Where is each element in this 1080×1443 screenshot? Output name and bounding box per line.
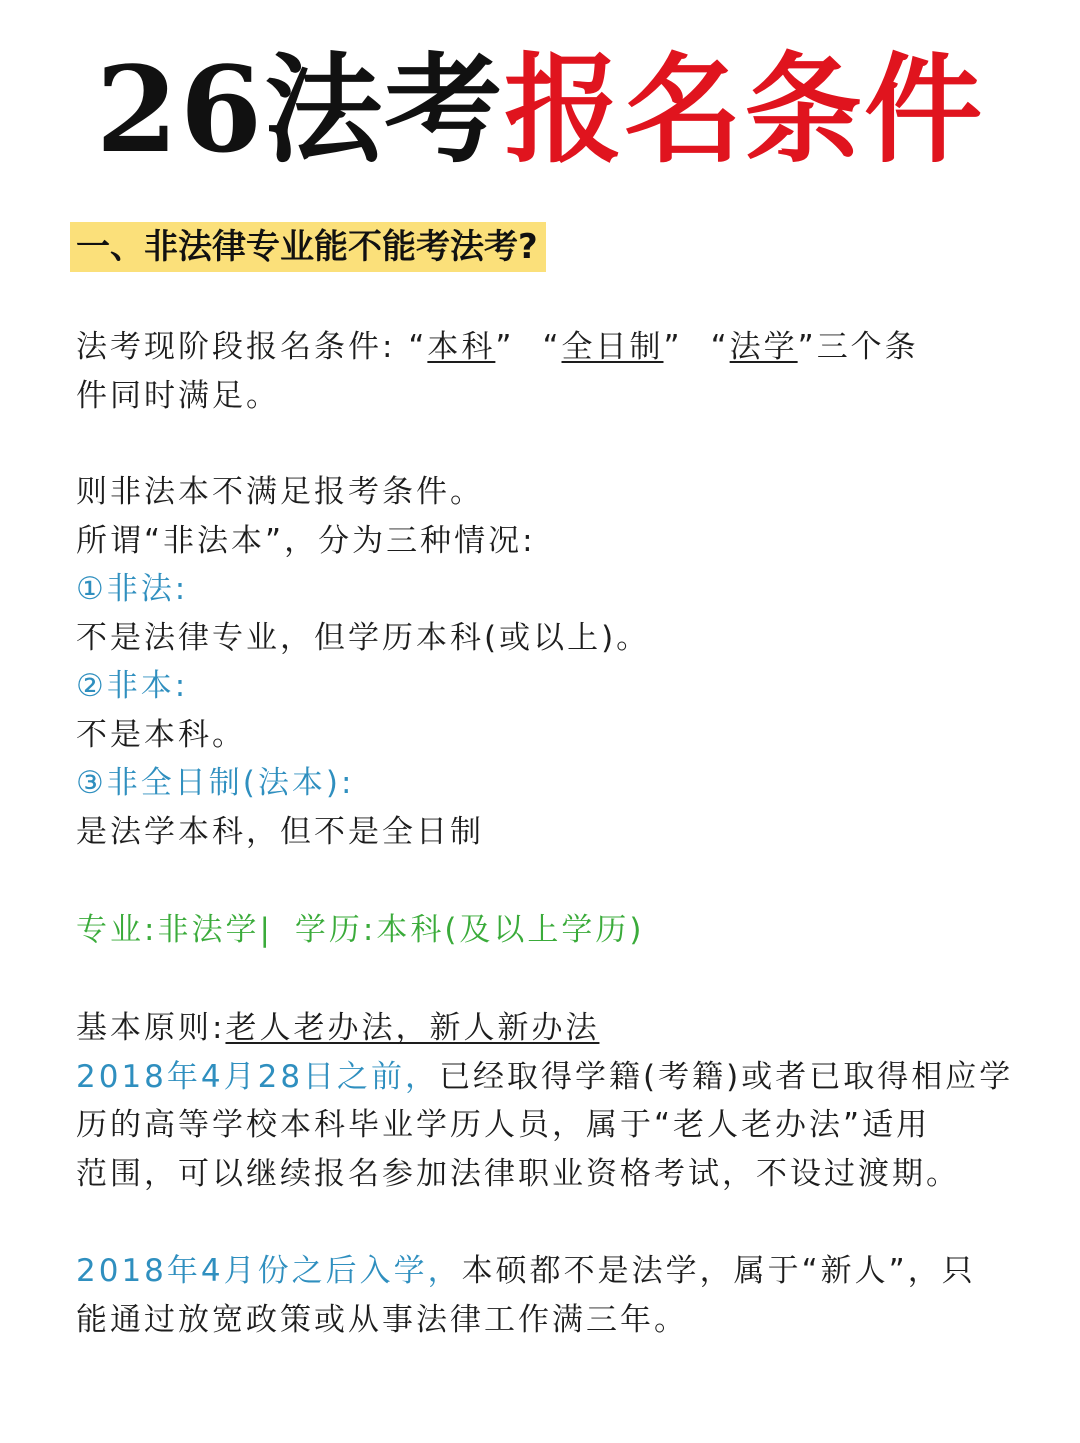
quote-mark: “ [542,329,562,365]
cases-block [76,468,1016,856]
summary-degree: 学历:本科(及以上学历) [294,912,645,948]
quote-mark: ” [495,329,515,365]
new-rule-date: 2018年4月份之后入学， [76,1253,462,1289]
condition-bachelor: 本科 [427,329,496,365]
principle-line [76,1004,1016,1053]
quote-mark: ” [663,329,683,365]
case-2-label: ②非本: [76,668,189,704]
case-1-label: ①非法: [76,571,189,607]
conditions-lead: 法考现阶段报名条件: [76,329,409,365]
section-heading: 一、非法律专业能不能考法考? [70,222,546,272]
new-rule-block [76,1247,1016,1344]
condition-full-time: 全日制 [561,329,664,365]
title-part-1: 26法考 [95,40,505,179]
title-part-2: 报名条件 [504,40,985,179]
quote-mark: “ [710,329,730,365]
not-eligible-text: 则非法本不满足报考条件。 [76,474,484,510]
conditions-line-1 [76,323,1016,372]
conditions-paragraph [76,323,1016,420]
case-2-desc: 不是本科。 [76,716,246,753]
summary-major: 专业:非法学| [76,912,273,948]
case-3-label: ③非全日制(法本): [76,765,355,801]
conditions-tail: 三个条 [816,329,919,365]
old-rule-line-1 [76,1053,1016,1102]
summary-line [76,906,1016,955]
condition-law: 法学 [729,329,798,365]
quote-mark: ” [797,329,817,365]
page-title [0,40,1080,180]
case-3-desc: 是法学本科，但不是全日制 [76,813,484,850]
principle-lead: 基本原则: [76,1010,226,1046]
conditions-line-2: 件同时满足。 [76,377,280,414]
old-rule-line-2: 历的高等学校本科毕业学历人员，属于“老人老办法”适用 [76,1107,931,1143]
case-1-desc: 不是法律专业，但学历本科(或以上)。 [76,619,651,656]
new-rule-line-1 [76,1247,1016,1296]
old-rule-text-1: 已经取得学籍(考籍)或者已取得相应学 [439,1058,1014,1095]
old-rule-line-3: 范围，可以继续报名参加法律职业资格考试，不设过渡期。 [76,1155,960,1192]
quote-mark: “ [408,329,428,365]
cases-intro: 所谓“非法本”，分为三种情况: [76,522,536,559]
new-rule-line-2: 能通过放宽政策或从事法律工作满三年。 [76,1301,688,1338]
principle-text: 老人老办法，新人新办法 [225,1010,600,1046]
principle-block [76,1004,1016,1198]
old-rule-date: 2018年4月28日之前， [76,1058,440,1095]
new-rule-text-1: 本硕都不是法学，属于“新人”，只 [461,1253,976,1289]
